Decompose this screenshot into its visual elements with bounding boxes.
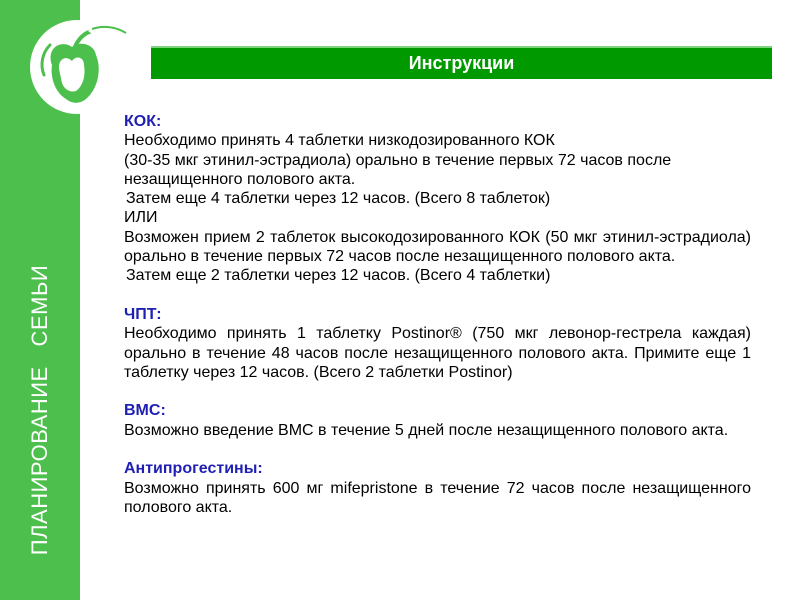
section-cht <box>124 305 751 382</box>
section-vms <box>124 401 751 440</box>
kok-or: ИЛИ <box>124 209 158 227</box>
cht-text: Необходимо принять 1 таблетку Postinor® (750 мкг левонор-гестрела каждая) орально в течение 48 часов после незащищенного полового акта. Примите еще 1 таблетку через 12 часов. (Всего 2 таблетки Postinor) <box>124 325 751 381</box>
section-heading-kok: КОК: <box>124 113 162 130</box>
section-kok <box>124 112 751 286</box>
header-bar <box>151 46 772 79</box>
kok-line-3: Затем еще 4 таблетки через 12 часов. (Всего 8 таблеток) <box>126 190 551 208</box>
kok-line-1: Необходимо принять 4 таблетки низкодозированного КОК <box>124 132 555 150</box>
section-heading-vms: ВМС: <box>124 402 166 420</box>
apple-leaf-logo-icon <box>22 5 142 120</box>
section-heading-antiprogestins: Антипрогестины: <box>124 460 263 478</box>
page-title: Инструкции <box>408 53 515 73</box>
sidebar-title-text: ПЛАНИРОВАНИЕ СЕМЬИ <box>27 264 52 556</box>
kok-line-4: Возможен прием 2 таблеток высокодозированного КОК (50 мкг этинил-эстрадиола) орально в течение первых 72 часов после незащищенного полового акта. <box>124 228 751 266</box>
kok-line-5: Затем еще 2 таблетки через 12 часов. (Всего 4 таблетки) <box>126 267 551 285</box>
section-antiprogestins <box>124 459 751 517</box>
section-heading-cht: ЧПТ: <box>124 305 162 323</box>
instructions-content <box>124 112 751 517</box>
kok-line-2: (30-35 мкг этинил-эстрадиола) орально в течение первых 72 часов после незащищенного полового акта. <box>124 151 672 188</box>
vms-text: Возможно введение ВМС в течение 5 дней после незащищенного полового акта. <box>124 421 729 439</box>
antiprogestins-text: Возможно принять 600 мг mifepristone в течение 72 часов после незащищенного полового акта. <box>124 479 751 516</box>
